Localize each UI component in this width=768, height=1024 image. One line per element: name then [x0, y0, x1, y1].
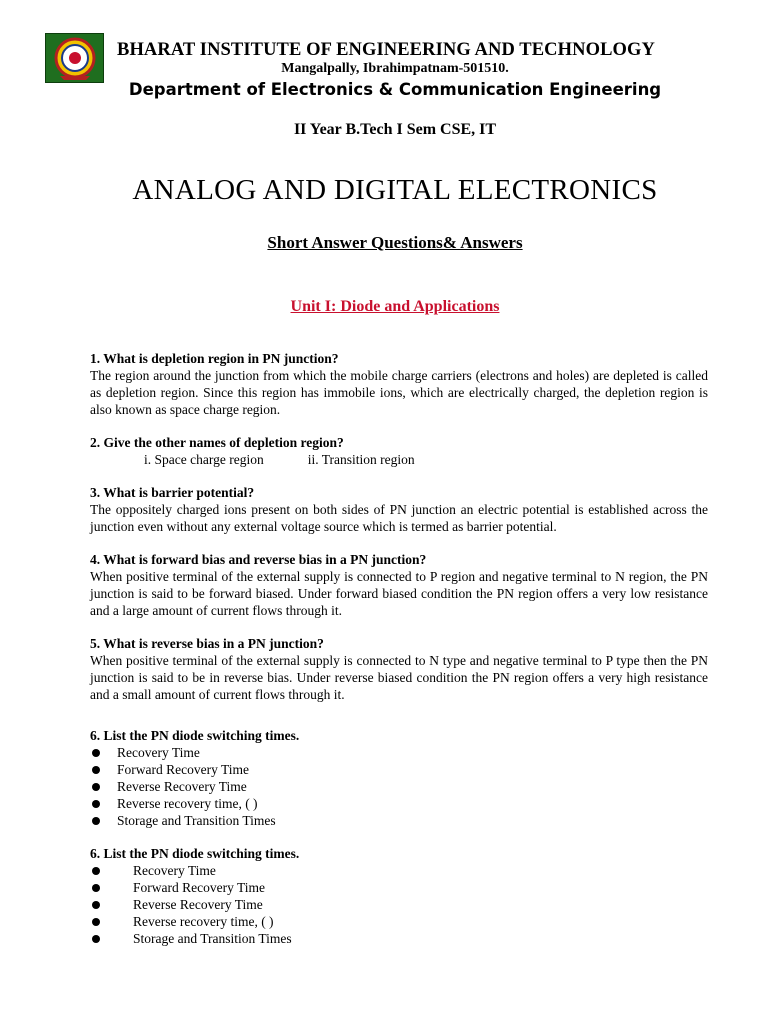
qa-item-4: [90, 551, 708, 619]
unit-heading: Unit I: Diode and Applications: [290, 298, 500, 315]
list-item: Reverse recovery time, ( ): [90, 913, 708, 930]
question: 5. What is reverse bias in a PN junction?: [90, 636, 324, 651]
list-item: Forward Recovery Time: [90, 761, 708, 778]
document-subtitle: Short Answer Questions& Answers: [267, 233, 523, 252]
answer: The oppositely charged ions present on both sides of PN junction an electric potential is established across the junction even without any external voltage source which is termed as barrier potential.: [90, 502, 708, 534]
year-semester: II Year B.Tech I Sem CSE, IT: [293, 121, 497, 138]
department-name: Department of Electronics & Communication Engineering: [128, 80, 662, 99]
list-item: Storage and Transition Times: [90, 812, 708, 829]
question: 6. List the PN diode switching times.: [90, 728, 300, 743]
list-item: Forward Recovery Time: [90, 879, 708, 896]
subject-title: ANALOG AND DIGITAL ELECTRONICS: [132, 174, 658, 206]
answer: When positive terminal of the external supply is connected to P region and negative terminal to N region, the PN junction is said to be forward biased. Under forward biased condition the PN region offers a very low resistance and a large amount of current flows through it.: [90, 569, 708, 618]
qa-item-1: [90, 350, 708, 418]
list-item: Reverse recovery time, ( ): [90, 795, 708, 812]
name-item: i. Space charge region: [144, 452, 264, 467]
list-item: Reverse Recovery Time: [90, 896, 708, 913]
question: 1. What is depletion region in PN junction?: [90, 351, 339, 366]
institute-name: BHARAT INSTITUTE OF ENGINEERING AND TECHNOLOGY: [117, 40, 655, 60]
qa-item-3: [90, 484, 708, 535]
bullet-list: [90, 744, 708, 829]
answer: The region around the junction from which the mobile charge carriers (electrons and holes) are depleted is called as depletion region. Since this region has immobile ions, which are electrically charged, the depletion region is also known as space charge region.: [90, 368, 708, 417]
qa-item-5: [90, 635, 708, 703]
name-item: ii. Transition region: [307, 452, 415, 467]
depletion-names: [90, 451, 708, 468]
question: 2. Give the other names of depletion region?: [90, 435, 344, 450]
qa-item-2: [90, 434, 708, 468]
list-item: Storage and Transition Times: [90, 930, 708, 947]
answer: When positive terminal of the external supply is connected to N type and negative terminal to P type then the PN junction is said to be in reverse bias. Under reverse biased condition the PN region offers a very high resistance and a small amount of current flows through it.: [90, 653, 708, 702]
question: 4. What is forward bias and reverse bias in a PN junction?: [90, 552, 427, 567]
qa-item-6: [90, 727, 708, 829]
institute-address: Mangalpally, Ibrahimpatnam-501510.: [281, 61, 509, 76]
list-item: Reverse Recovery Time: [90, 778, 708, 795]
list-item: Recovery Time: [90, 744, 708, 761]
qa-item-7: [90, 845, 708, 947]
bullet-list: [90, 862, 708, 947]
qa-content: [90, 350, 708, 963]
question: 3. What is barrier potential?: [90, 485, 255, 500]
list-item: Recovery Time: [90, 862, 708, 879]
question: 6. List the PN diode switching times.: [90, 846, 300, 861]
